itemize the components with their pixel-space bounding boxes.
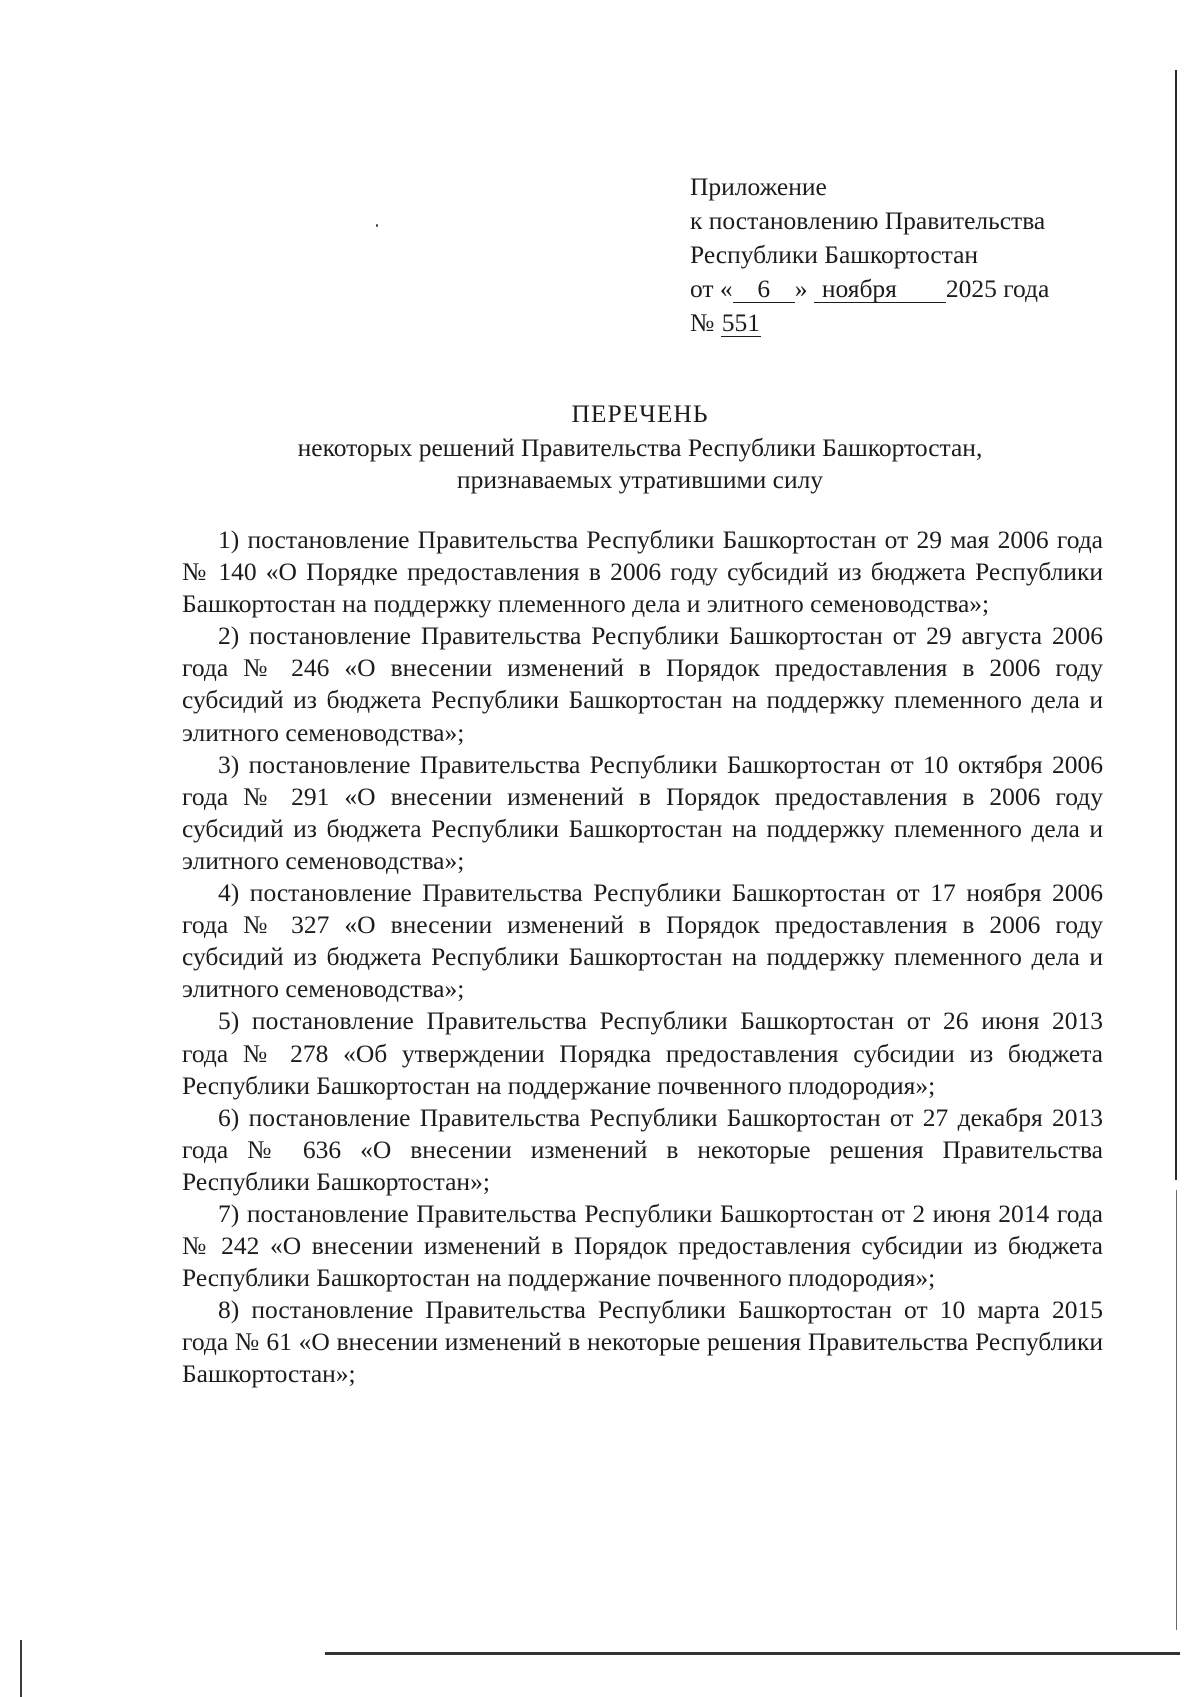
scan-edge-right bbox=[1175, 70, 1177, 1180]
number-sign: № bbox=[690, 308, 715, 337]
list-item-5: 5) постановление Правительства Республики Башкортостан от 26 июня 2013 года № 278 «Об утверждении Порядка предоставления субсидии из бюджета Республики Башкортостан на поддержание почвенного плодородия»; bbox=[182, 1006, 1103, 1100]
list-item-4: 4) постановление Правительства Республики Башкортостан от 17 ноября 2006 года № 327 «О внесении изменений в Порядок предоставления в 2006 году субсидий из бюджета Республики Башкортостан на поддержку племенного дела и элитного семеноводства»; bbox=[182, 878, 1103, 1004]
approval-number-line bbox=[690, 306, 1049, 340]
scan-edge-bottom bbox=[325, 1652, 1180, 1655]
list-item-6: 6) постановление Правительства Республики Башкортостан от 27 декабря 2013 года № 636 «О внесении изменений в некоторые решения Правительства Республики Башкортостан»; bbox=[182, 1102, 1103, 1196]
title-subtitle-line2: признаваемых утратившими силу bbox=[456, 465, 824, 494]
approval-block bbox=[690, 170, 1049, 340]
title-main: ПЕРЕЧЕНЬ bbox=[571, 399, 709, 428]
date-day: 6 bbox=[733, 276, 795, 303]
list-item-1: 1) постановление Правительства Республики Башкортостан от 29 мая 2006 года № 140 «О Порядке предоставления в 2006 году субсидий из бюджета Республики Башкортостан на поддержку племенного дела и элитного семеноводства»; bbox=[182, 525, 1103, 619]
date-month: ноября bbox=[814, 276, 946, 303]
approval-resolution-line: к постановлению Правительства bbox=[690, 206, 1046, 235]
list-item-2: 2) постановление Правительства Республики Башкортостан от 29 августа 2006 года № 246 «О внесении изменений в Порядок предоставления в 2006 году субсидий из бюджета Республики Башкортостан на поддержку племенного дела и элитного семеноводства»; bbox=[182, 621, 1103, 747]
document-title bbox=[170, 398, 1110, 496]
date-close-quote: » bbox=[794, 274, 808, 303]
list-item-3: 3) постановление Правительства Республики Башкортостан от 10 октября 2006 года № 291 «О внесении изменений в Порядок предоставления в 2006 году субсидий из бюджета Республики Башкортостан на поддержку племенного дела и элитного семеноводства»; bbox=[182, 749, 1103, 875]
title-subtitle-line1: некоторых решений Правительства Республики Башкортостан, bbox=[297, 433, 983, 462]
approval-republic-line: Республики Башкортостан bbox=[690, 240, 979, 269]
scan-edge-left bbox=[20, 1640, 22, 1697]
repealed-decisions-list bbox=[182, 524, 1103, 1391]
list-item-7: 7) постановление Правительства Республики Башкортостан от 2 июня 2014 года № 242 «О внесении изменений в Порядок предоставления субсидии из бюджета Республики Башкортостан на поддержание почвенного плодородия»; bbox=[182, 1198, 1103, 1293]
scan-speck bbox=[376, 224, 378, 227]
resolution-number: 551 bbox=[721, 308, 760, 337]
scan-edge-right-faint bbox=[1176, 1190, 1177, 1630]
list-item-8: 8) постановление Правительства Республики Башкортостан от 10 марта 2015 года № 61 «О внесении изменений в некоторые решения Правительства Республики Башкортостан»; bbox=[182, 1295, 1103, 1389]
approval-date-line bbox=[690, 272, 1049, 306]
date-year: 2025 года bbox=[945, 274, 1050, 303]
date-prefix: от « bbox=[690, 274, 733, 303]
approval-heading: Приложение bbox=[690, 172, 827, 201]
